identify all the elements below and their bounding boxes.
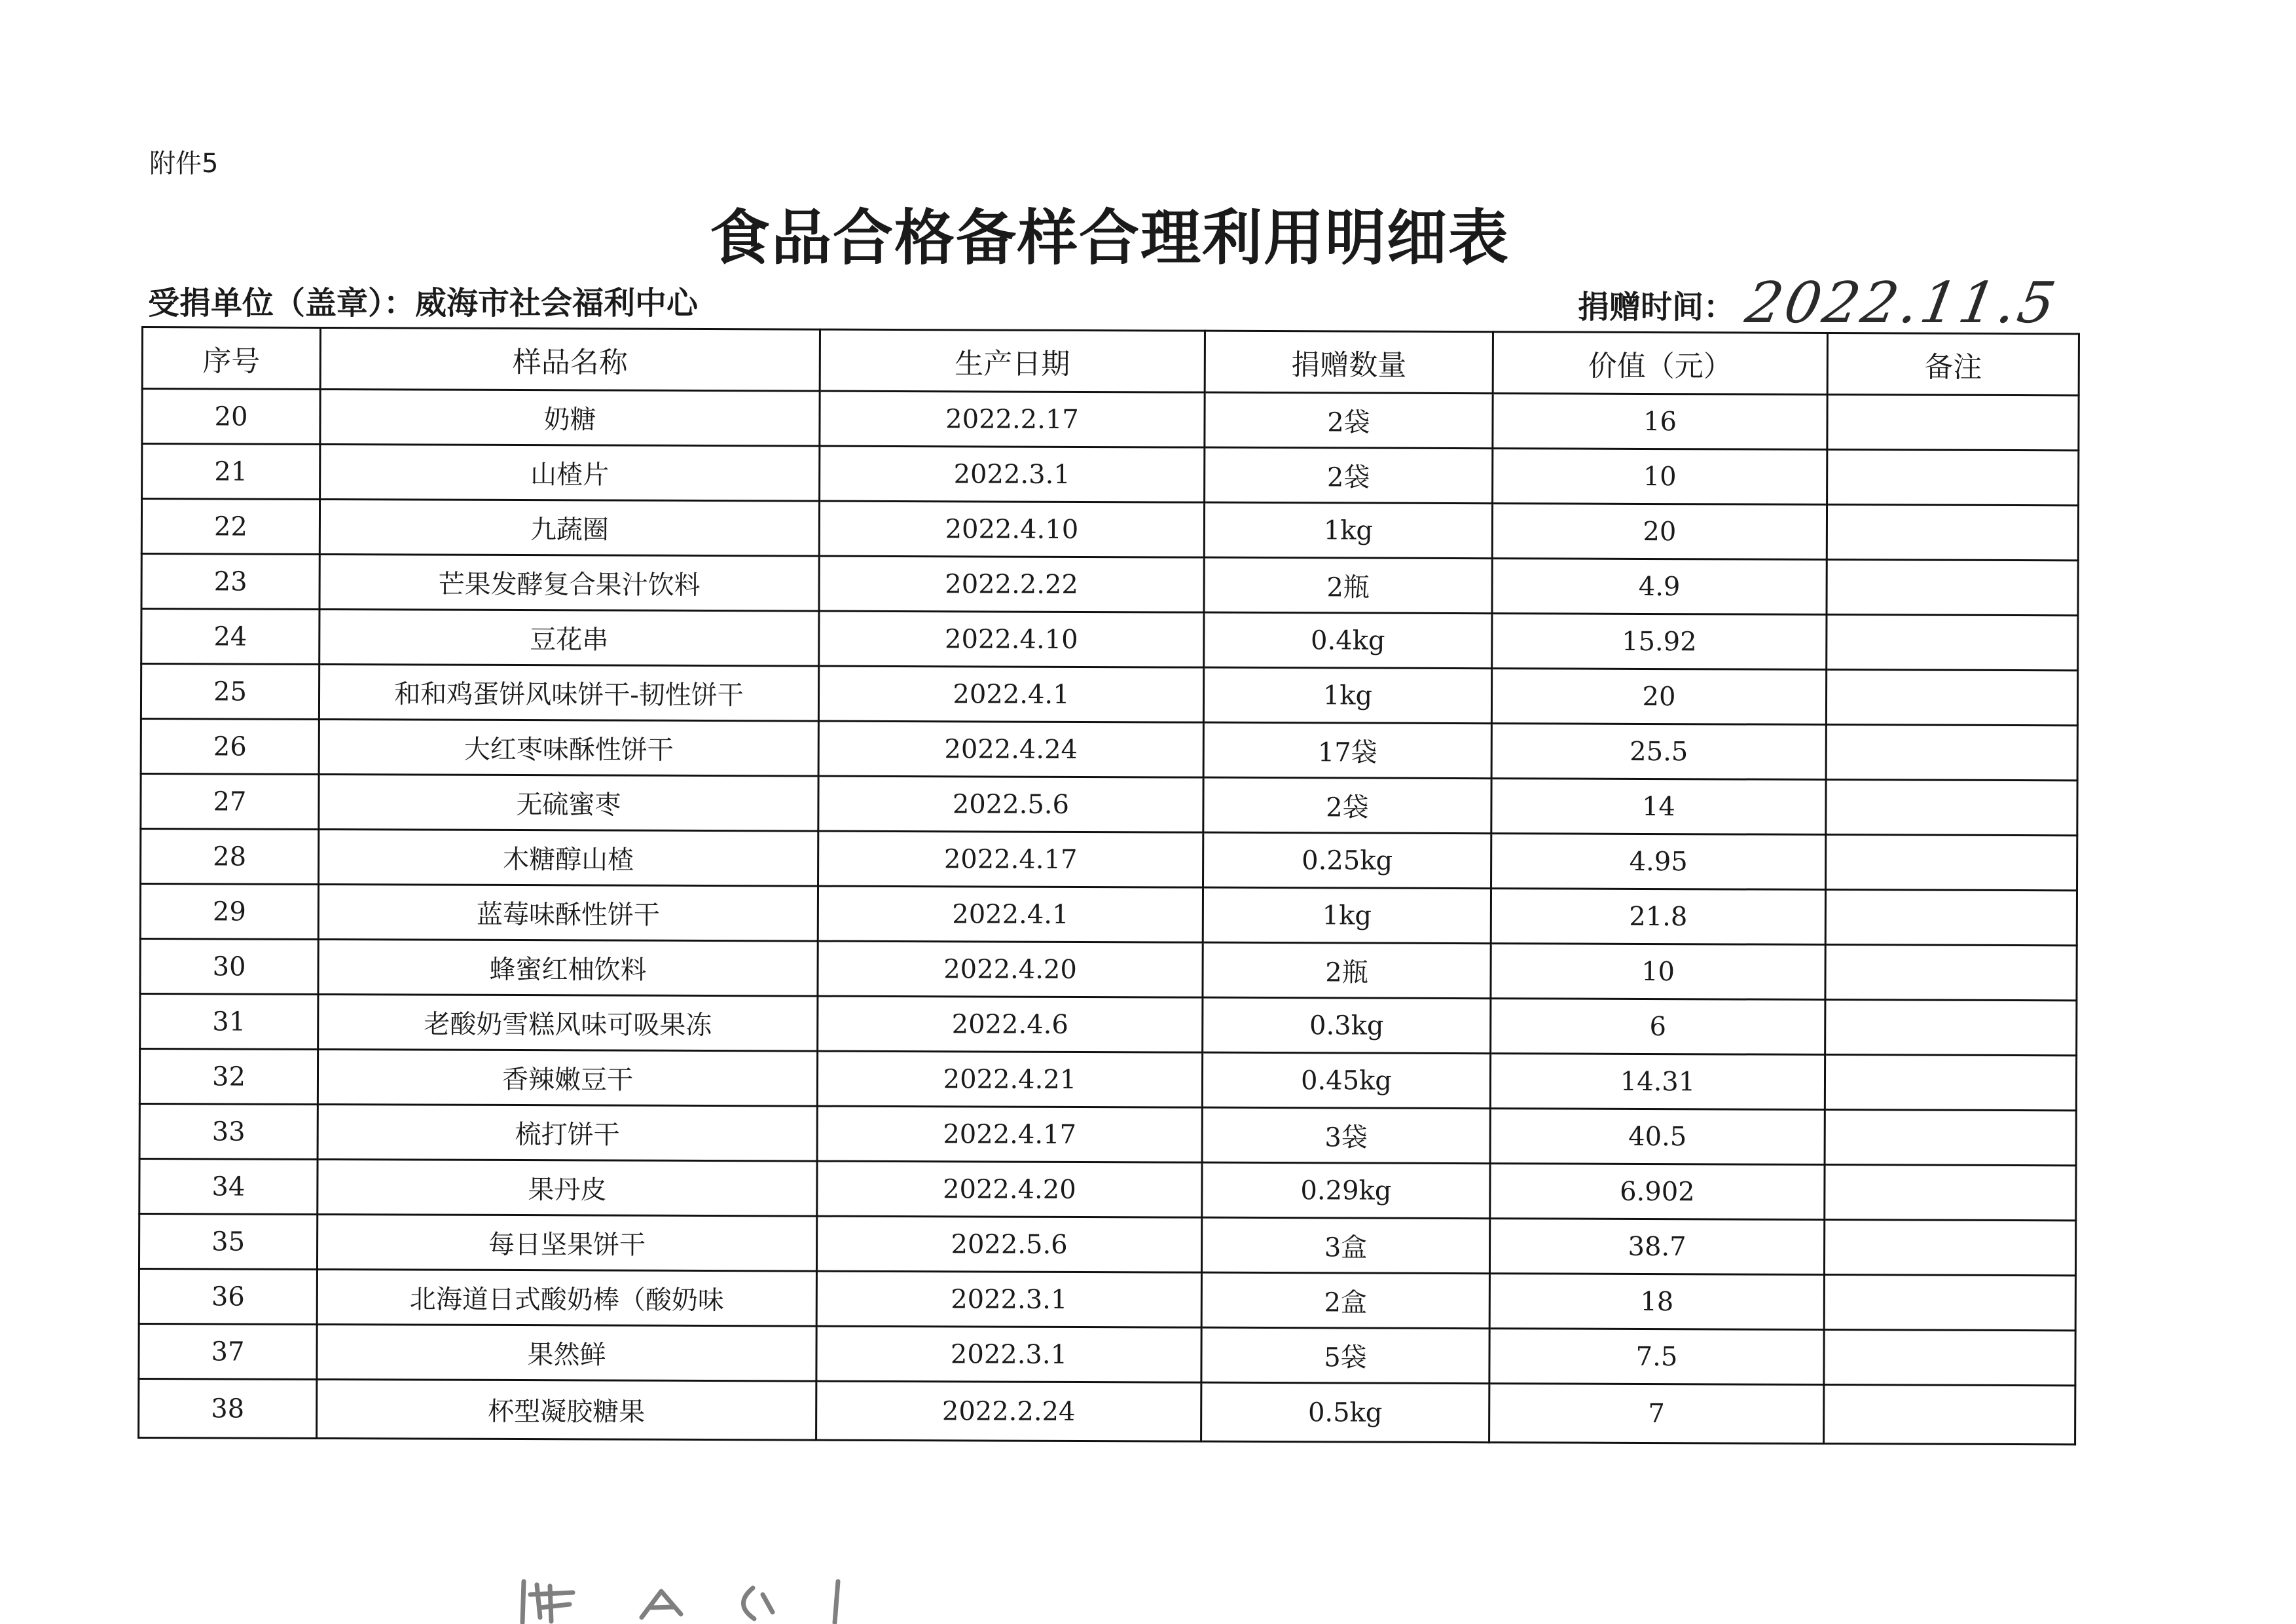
attachment-label: 附件5 [149,149,219,179]
cell-value: 4.95 [1491,834,1826,890]
cell-donation-quantity: 0.29kg [1202,1162,1490,1219]
stamp-fragment [511,1578,851,1624]
table-header-row [142,327,2079,396]
header-production-date: 生产日期 [820,329,1205,392]
donation-time-label: 捐赠时间： [1578,289,1736,325]
cell-seq-no: 27 [141,774,319,830]
cell-seq-no: 22 [141,499,319,555]
cell-remarks [1826,724,2077,780]
cell-sample-name: 芒果发酵复合果汁饮料 [319,554,819,611]
cell-production-date: 2022.3.1 [820,446,1205,502]
cell-donation-quantity: 1kg [1203,887,1491,944]
cell-value: 38.7 [1489,1219,1824,1275]
cell-value: 21.8 [1491,889,1825,945]
header-remarks: 备注 [1827,333,2079,395]
cell-donation-quantity: 2袋 [1205,392,1493,449]
cell-value: 14.31 [1490,1054,1825,1110]
cell-production-date: 2022.4.6 [818,996,1203,1052]
cell-donation-quantity: 0.45kg [1202,1052,1490,1109]
cell-production-date: 2022.3.1 [816,1326,1201,1382]
cell-production-date: 2022.4.17 [818,831,1203,887]
document-title: 食品合格备样合理利用明细表 [709,203,1510,273]
cell-production-date: 2022.4.10 [819,501,1204,557]
cell-sample-name: 杯型凝胶糖果 [317,1379,816,1440]
cell-value: 25.5 [1491,724,1826,780]
cell-remarks [1824,1329,2075,1385]
cell-sample-name: 北海道日式酸奶棒（酸奶味 [317,1269,816,1326]
cell-sample-name: 和和鸡蛋饼风味饼干-韧性饼干 [319,664,818,721]
cell-remarks [1825,1054,2076,1110]
cell-donation-quantity: 0.5kg [1201,1382,1489,1443]
cell-seq-no: 21 [142,444,320,500]
donation-time [1578,270,2063,336]
cell-sample-name: 木糖醇山楂 [319,829,818,886]
cell-donation-quantity: 3袋 [1202,1107,1490,1164]
cell-donation-quantity: 5袋 [1201,1327,1489,1384]
cell-seq-no: 28 [141,829,319,885]
table-row [141,499,2078,561]
cell-sample-name: 豆花串 [319,609,819,666]
cell-donation-quantity: 2瓶 [1204,557,1492,614]
cell-production-date: 2022.5.6 [816,1216,1201,1272]
cell-sample-name: 山楂片 [320,444,820,501]
table-row [140,993,2077,1055]
cell-value: 6 [1491,999,1825,1055]
cell-sample-name: 果然鲜 [317,1324,816,1381]
cell-seq-no: 30 [140,938,318,994]
cell-sample-name: 果丹皮 [318,1159,817,1216]
table-row [141,719,2077,781]
cell-sample-name: 九蔬圈 [319,499,819,556]
cell-donation-quantity: 2袋 [1205,447,1493,504]
cell-donation-quantity: 1kg [1204,502,1492,559]
cell-production-date: 2022.2.22 [819,556,1204,612]
recipient-unit: 受捐单位（盖章）：威海市社会福利中心 [148,285,699,322]
cell-remarks [1827,614,2078,670]
cell-remarks [1824,1274,2075,1330]
table-row [142,389,2079,451]
table-row [139,1158,2076,1220]
cell-value: 20 [1491,669,1826,725]
table-row [139,1213,2075,1275]
cell-value: 7.5 [1489,1329,1824,1385]
cell-sample-name: 梳打饼干 [318,1104,817,1161]
cell-production-date: 2022.4.10 [819,611,1204,667]
header-sample-name: 样品名称 [320,327,820,391]
cell-production-date: 2022.4.20 [818,941,1203,997]
cell-seq-no: 36 [139,1268,317,1324]
cell-value: 10 [1493,449,1827,505]
cell-seq-no: 29 [140,884,318,940]
table-row [141,829,2077,891]
cell-remarks [1824,1219,2075,1275]
cell-sample-name: 无硫蜜枣 [319,774,818,831]
cell-remarks [1825,1164,2076,1220]
cell-value: 6.902 [1490,1164,1825,1220]
cell-production-date: 2022.5.6 [818,776,1203,832]
table-row [139,1378,2075,1444]
cell-remarks [1826,779,2077,835]
cell-production-date: 2022.2.17 [820,391,1205,447]
cell-production-date: 2022.2.24 [816,1381,1201,1441]
cell-production-date: 2022.4.1 [818,886,1203,942]
cell-seq-no: 26 [141,719,319,775]
table-row [141,554,2078,616]
cell-sample-name: 奶糖 [320,389,820,446]
cell-seq-no: 35 [139,1213,317,1269]
cell-sample-name: 每日坚果饼干 [317,1214,816,1271]
cell-remarks [1825,944,2077,1000]
cell-value: 4.9 [1492,559,1827,615]
cell-value: 20 [1492,504,1827,560]
cell-donation-quantity: 17袋 [1203,722,1491,779]
cell-seq-no: 34 [139,1158,318,1214]
cell-donation-quantity: 0.4kg [1204,612,1492,669]
cell-sample-name: 蓝莓味酥性饼干 [318,884,818,941]
table-row [139,1048,2076,1110]
cell-production-date: 2022.4.21 [817,1051,1202,1107]
cell-sample-name: 老酸奶雪糕风味可吸果冻 [318,994,818,1051]
cell-seq-no: 38 [139,1378,317,1438]
cell-seq-no: 20 [142,389,320,445]
cell-remarks [1827,559,2078,615]
cell-sample-name: 香辣嫩豆干 [318,1049,817,1106]
header-seq-no: 序号 [142,327,320,390]
cell-value: 40.5 [1490,1109,1825,1165]
cell-production-date: 2022.4.20 [817,1161,1202,1217]
table-row [139,1323,2075,1385]
header-value: 价值（元） [1493,332,1827,395]
cell-seq-no: 31 [140,993,318,1049]
cell-seq-no: 33 [139,1103,318,1159]
cell-value: 7 [1489,1384,1824,1444]
table-row [139,1268,2075,1330]
cell-remarks [1824,1384,2075,1444]
donation-time-handwritten: 2022.11.5 [1741,270,2063,336]
cell-remarks [1826,834,2077,890]
cell-remarks [1827,394,2079,450]
cell-remarks [1825,889,2077,945]
cell-value: 15.92 [1492,614,1827,670]
detail-table [137,326,2080,1445]
cell-value: 14 [1491,779,1826,835]
cell-remarks [1826,669,2077,725]
cell-seq-no: 37 [139,1323,317,1379]
cell-remarks [1825,1109,2076,1165]
cell-remarks [1827,504,2078,560]
cell-seq-no: 25 [141,664,319,720]
cell-donation-quantity: 2袋 [1203,777,1491,834]
table-row [140,938,2077,1000]
cell-sample-name: 蜂蜜红柚饮料 [318,939,818,996]
table-body [139,389,2079,1445]
header-donation-quantity: 捐赠数量 [1205,331,1493,394]
cell-seq-no: 23 [141,554,319,610]
cell-seq-no: 32 [139,1048,318,1104]
cell-donation-quantity: 1kg [1203,667,1491,724]
table-row [141,609,2078,671]
cell-production-date: 2022.4.17 [817,1106,1202,1162]
cell-seq-no: 24 [141,609,319,665]
cell-value: 16 [1493,394,1827,450]
table-row [141,664,2077,726]
cell-value: 10 [1491,944,1825,1000]
cell-donation-quantity: 0.3kg [1203,997,1491,1054]
cell-value: 18 [1489,1274,1824,1330]
cell-production-date: 2022.3.1 [816,1271,1201,1327]
table-row [139,1103,2076,1165]
cell-donation-quantity: 2瓶 [1203,942,1491,999]
cell-sample-name: 大红枣味酥性饼干 [319,719,818,776]
cell-production-date: 2022.4.24 [818,721,1203,777]
cell-production-date: 2022.4.1 [818,666,1203,722]
cell-remarks [1827,449,2079,505]
cell-donation-quantity: 2盒 [1201,1272,1489,1329]
cell-donation-quantity: 3盒 [1201,1217,1489,1274]
cell-remarks [1825,999,2077,1055]
table-row [140,884,2077,946]
table-row [142,444,2079,506]
table-row [141,774,2077,836]
cell-donation-quantity: 0.25kg [1203,832,1491,889]
